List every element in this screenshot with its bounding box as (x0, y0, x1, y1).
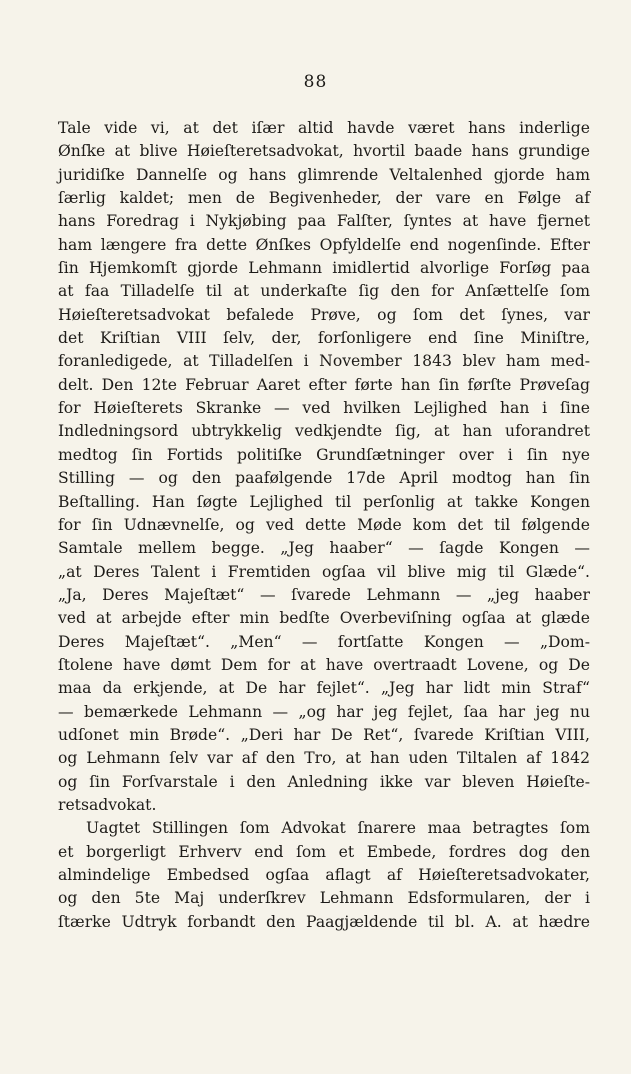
text-line: for Høieſterets Skranke — ved hvilken Lejlighed han i ſine (58, 399, 590, 418)
text-line: Beſtalling. Han ſøgte Lejlighed til perſonlig at takke Kongen (58, 492, 590, 511)
text-line: Ønſke at blive Høieſteretsadvokat, hvortil baade hans grundige (58, 142, 590, 161)
text-line: for ſin Udnævnelſe, og ved dette Møde kom det til følgende (58, 515, 590, 534)
text-line: ſtærke Udtryk forbandt den Paagjældende til bl. A. at hædre (58, 912, 590, 931)
text-line: ſin Hjemkomſt gjorde Lehmann imidlertid alvorlige Forſøg paa (58, 259, 590, 278)
text-line: Tale vide vi, at det iſær altid havde været hans inderlige (58, 119, 590, 137)
text-line: ved at arbejde efter min bedſte Overbeviſning ogſaa at glæde (58, 609, 590, 628)
text-line: et borgerligt Erhverv end ſom et Embede, fordres dog den (58, 842, 590, 861)
text-line: og ſin Forſvarstale i den Anledning ikke var bleven Høieſte- (58, 772, 590, 791)
text-line: juridiſke Dannelſe og hans glimrende Veltalenhed gjorde ham (58, 165, 590, 184)
text-line: Deres Majeſtæt“. „Men“ — fortſatte Kongen — „Dom- (58, 632, 590, 651)
text-line: „at Deres Talent i Fremtiden ogſaa vil blive mig til Glæde“. (58, 562, 590, 581)
text-line: maa da erkjende, at De har fejlet“. „Jeg har lidt min Straf“ (58, 679, 590, 698)
text-line: ham længere fra dette Ønſkes Opfyldelſe end nogenſinde. Efter (58, 235, 590, 254)
text-line-paragraph-start: Uagtet Stillingen ſom Advokat ſnarere maa betragtes ſom (86, 819, 590, 838)
text-line: „Ja, Deres Majeſtæt“ — ſvarede Lehmann — „jeg haaber (58, 585, 590, 604)
text-line: foranledigede, at Tilladelſen i November 1843 blev ham med- (58, 352, 590, 371)
text-line: Samtale mellem begge. „Jeg haaber“ — ſagde Kongen — (58, 539, 590, 558)
text-line: at faa Tilladelſe til at underkaſte ſig den for Anſættelſe ſom (58, 282, 590, 301)
text-line: — bemærkede Lehmann — „og har jeg fejlet, ſaa har jeg nu (58, 702, 590, 721)
text-line-paragraph-end: retsadvokat. (58, 795, 157, 814)
text-line: og Lehmann ſelv var af den Tro, at han uden Tiltalen af 1842 (58, 749, 590, 768)
text-line: Indledningsord ubtrykkelig vedkjendte ſig, at han uforandret (58, 422, 590, 441)
text-line: Stilling — og den paafølgende 17de April modtog han ſin (58, 469, 590, 488)
text-line: hans Foredrag i Nykjøbing paa Falſter, ſyntes at have fjernet (58, 212, 590, 231)
text-line: udſonet min Brøde“. „Deri har De Ret“, ſvarede Kriſtian VIII, (58, 725, 590, 744)
text-line: det Kriſtian VIII ſelv, der, forſonligere end ſine Miniſtre, (58, 329, 590, 348)
text-line: ſærlig kaldet; men de Begivenheder, der vare en Følge af (58, 189, 590, 208)
text-line: medtog ſin Fortids politiſke Grundſætninger over i ſin nye (58, 445, 590, 464)
body-text (58, 117, 590, 934)
page-number: 88 (303, 72, 328, 92)
text-line: ſtolene have dømt Dem for at have overtraadt Lovene, og De (58, 655, 590, 674)
text-line: delt. Den 12te Februar Aaret efter førte han ſin førſte Prøveſag (58, 375, 590, 394)
text-line: almindelige Embedsed ogſaa aflagt af Høieſteretsadvokater, (58, 866, 590, 884)
text-line: Høieſteretsadvokat befalede Prøve, og ſom det ſynes, var (58, 305, 590, 324)
text-line: og den 5te Maj underſkrev Lehmann Edsformularen, der i (58, 889, 590, 908)
